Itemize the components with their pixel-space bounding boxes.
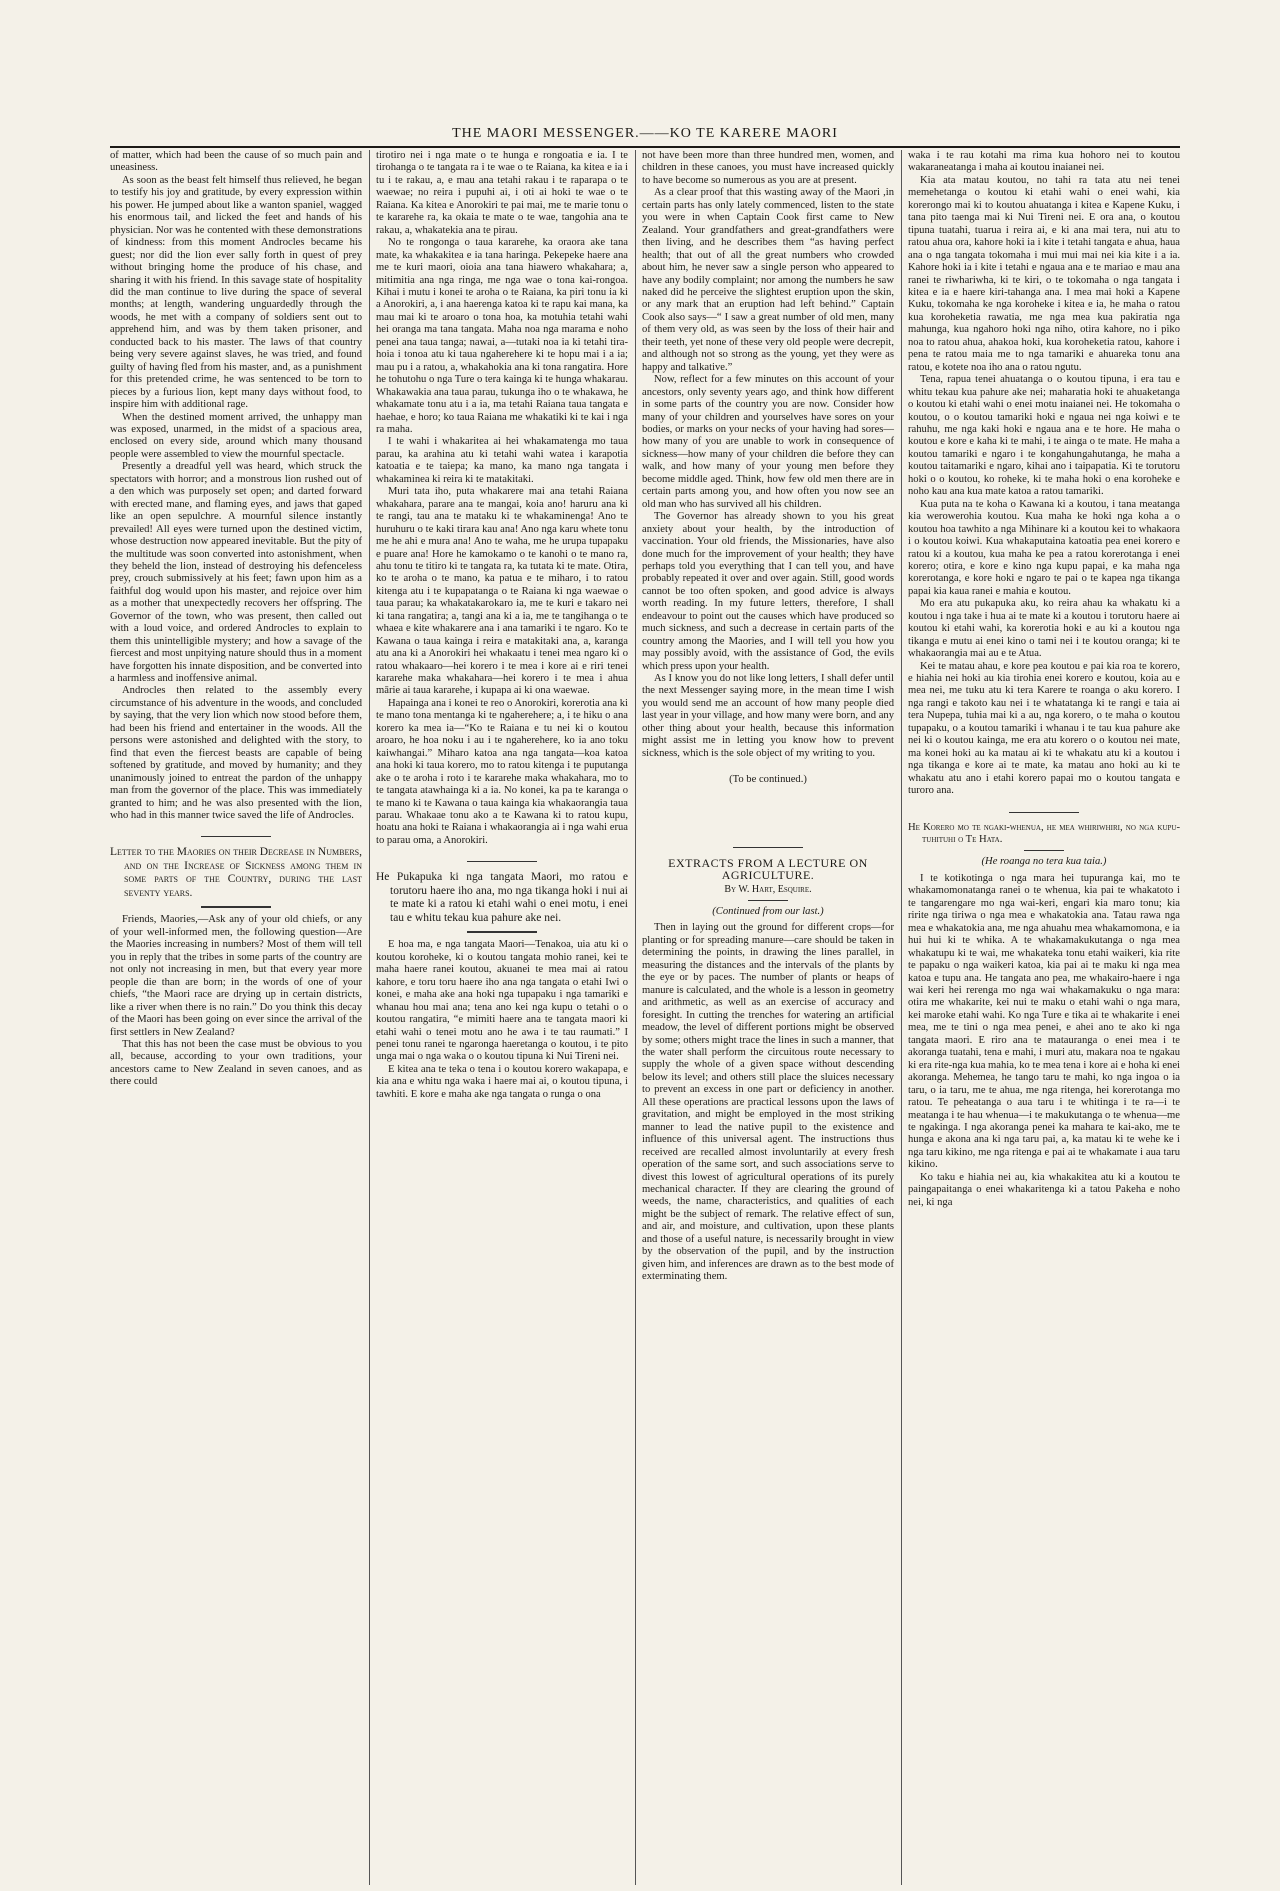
paragraph: Presently a dreadful yell was heard, which struck the spectators with horror; and a monstrous lion rushed out of a den which was purposely set open; and darted forward with erected mane, and flaming eyes, and jaws that gaped like an open sepulchre. A mournful silence instantly prevailed! All eyes were turned upon the destined victim, whose destruction now appeared inevitable. But the pity of the multitude was soon converted into astonishment, when they beheld the lion, instead of destroying his defenceless prey, crouch submissively at his feet; fawn upon him as a faithful dog would upon his master, and rejoice over him as a mother that unexpectedly recovers her offspring. The Governor of the town, who was present, then called out with a loud voice, and ordered Androcles to explain to them this unintelligible mystery; and how a savage of the fiercest and most unpitying nature should thus in a moment have forgotten his innate disposition, and be converted into a harmless and inoffensive animal.: [110, 461, 362, 685]
extracts-note: (Continued from our last.): [712, 906, 824, 918]
paragraph: No te rongonga o taua kararehe, ka oraora ake tana mate, ka whakakitea e ia tana haringa. Pekepeke haere ana me te kuri maori, oioia ana tana hiawero whakahara; a, mitimitia ana nga ringa, me nga wae o tona kai-rongoa. Kihai i mutu i konei te aroha o te Raiana, ka piri tonu ia ki a Anorokiri, a, i ana haerenga katoa ki te rapu kai mana, ka mau mai ki te aroaro o tona hoa, ka motuhia tetahi wahi hei oranga ma tana tangata. Maha noa nga marama e noho penei ana taua tanga; nawai, a—tutaki noa ia ki tetahi tira-hoia i tonoa atu ki taua ngaherehere ki te hopu mai i a ia; mau pu i a ratou, a, whakahokia ana ki tona rangatira. Hore he tohutohu o nga Ture o tera kainga ki te hunga whakarau. Whakawakia ana taua parau, tukunga iho o te whakawa, he whakamate tonu atu i a ia, ma tetahi Raiana taua tangata e haehae, e horo; ko taua Raiana me whakatiki ki te kai i nga ra maha.: [376, 237, 628, 435]
paragraph: Mo era atu pukapuka aku, ko reira ahau ka whakatu ki a koutou i nga take i hua ai te mate ki a koutou i torutoru haere ai koutou ki etahi wahi, ka korerotia hoki e au ki a koutou nga tikanga e mutu ai enei kino o tami nei i te koutou oranga; ki te whakaorangia mai au e te Atua.: [908, 598, 1180, 660]
paragraph: E kitea ana te teka o tena i o koutou korero wakapapa, e kia ana e whitu nga waka i haere mai ai, o koutou tipuna, i tawhiti. E kore e maha ake nga tangata o runga o ona: [376, 1063, 628, 1100]
continued-note: (To be continued.): [729, 774, 807, 786]
paragraph: Kia ata matau koutou, no tahi ra tata atu nei tenei memehetanga o koutou ki etahi wahi o enei wahi, kia korerongo mai ki to koutou ahuatanga i kitea e Kapene Kuku, i tana pito taenga mai ki Nui Tireni nei. E ora ana, o koutou tipuna tuatahi, tuarua i reira ai, e ki ana mai tera, nui atu to ratou ahua ora, kahore hoki ia i kite i tetahi tangata e ahua, haua ana o nga tangata tokomaha i mui mui mai nei kia kite i a ia. Kahore hoki ia i kite i tetahi e ngaua ana e te mariao e mau ana ranei te riwhariwha, ki te kiri, o te tokomaha o nga tangata i kitea e ia e haere kiri-tahanga ana. I mea mai hoki a Kapene Kuku, tokomaha ke nga koroheke i kitea e ia, he maha o ratou kua koroheketia rawatia, me nga mea kua pakiratia nga mahunga, kua ngahoro hoki nga niho, otira kahore, no i piko noa to ratou ahua, ahakoa hoki, kua koroheketia ratou, kahore i pena te ratou maia me to nga tamariki e ahuareka tonu ana ratou, e kotete noa iho ana o ratou ngutu.: [908, 174, 1180, 373]
column-3: [642, 150, 894, 1284]
letter-heading: Letter to the Maories on their Decrease in Numbers, and on the Increase of Sickness among them in some parts of the Country, during the last seventy years.: [110, 846, 362, 899]
column-1: [110, 150, 362, 1089]
maori-note: (He roanga no tera kua taia.): [981, 856, 1107, 868]
column-divider: [901, 150, 902, 1885]
extracts-byline: By W. Hart, Esquire.: [724, 883, 812, 895]
paragraph: I te kotikotinga o nga mara hei tupuranga kai, mo te whakamomonatanga ranei o te whenua, kia pai te whakatoto i te tangarengare mo nga wai-keri, engari kia maro tonu; kia ririte nga tiriwa o nga mea e whakatokia ana. Tatau rawa nga mea e whakatokia ana, me nga ahuahu mea whakamomona, e ia hui hui ki te whika. A te whakamakukutanga o nga mea whakatupu ki te wai, me whakateka tonu etahi waikeri, kia rite te papaku o nga waikeri katoa, kia pai ai te maku ki nga mea katoa e tupu ana. He tangata ano pea, me whakairo-haere i nga wai keri hei rerenga mo nga wai whakamakuku o nga mara: otira me whakarite, kei nui te maku o etahi wahi o nga mara, kei maroke etahi wahi. Ko nga Ture e tika ai te whakarite i enei mea, me te tini o nga mea penei, e ahei ano te ako ki nga tangata maori. E riro ana te matauranga o enei mea i te akoranga tuatahi, tena e mahi, i muri atu, makara noa te ngakau ki era rite-nga kua mahia, ko te mea tena i kore ai e hoha ki enei akoranga. Mehemea, he tango taru te mahi, ko nga ingoa o ia taru, o ia taru, me te ahua, me nga ritenga, hei korerotanga mo ratou. Te peheatanga o aua taru i te whitinga i te ra—i te meatanga i te hau whenua—i te makukutanga o te whenua—me te ngakinga. I nga akoranga penei ka mahara te kai-ako, me te hunga e akona ana ki nga taru pai, a, ka matau ki te wehe ke i nga taru kikino, me nga ritenga e pai ai te whakamate i aua taru kikino.: [908, 872, 1180, 1171]
column-2: [376, 150, 628, 1101]
paragraph: Kua puta na te koha o Kawana ki a koutou, i tana meatanga kia werowerohia koutou. Kua maha ke hoki nga koha a o koutou hoa tawhito a nga Mihinare ki a koutou kei to whakaora i o koutou koiwi. Kua whakaputaina katoatia pea enei korero e ratou ki a koutou, kua maha ke pea a ratou korerotanga i enei korero; otira, e kore e kino nga kupu papai, e ka maha nga korerotanga, e kore hoki e ngaro te pai o te kapea nga tikanga papai kia kaua ranei e mahia e koutou.: [908, 498, 1180, 597]
section-rule: [1024, 850, 1064, 852]
paragraph: When the destined moment arrived, the unhappy man was exposed, unarmed, in the midst of a spacious area, enclosed on every side, around which many thousand people were assembled to view the mournful spectacle.: [110, 411, 362, 460]
paragraph: I te wahi i whakaritea ai hei whakamatenga mo taua parau, ka arahina atu ki tetahi wahi watea i karapotia katoatia e te taiepa; ka mano, ka mano nga tangata i whakaminea ki reira ki te matakitaki.: [376, 436, 628, 485]
section-rule: [467, 861, 537, 863]
section-rule: [201, 906, 271, 908]
paragraph: As soon as the beast felt himself thus relieved, he began to testify his joy and gratitude, by every expression within his power. He jumped about like a wanton spaniel, wagged his enormous tail, and licked the feet and hands of his physician. Nor was he contented with these demonstrations of kindness: from this moment Androcles became his guest; nor did the lion ever sally forth in quest of prey without bringing home the produce of his chase, and sharing it with his friend. In this savage state of hospitality did the man continue to live during the space of several months; at length, wandering unguardedly through the woods, he met with a company of soldiers sent out to apprehend him, and was by them taken prisoner, and conducted back to his master. The laws of that country being very severe against slaves, he was tried, and found guilty of having fled from his master, and, as a punishment for this pretended crime, he was sentenced to be torn to pieces by a furious lion, kept many days without food, to inspire him with additional rage.: [110, 174, 362, 411]
translation-heading: He Pukapuka ki nga tangata Maori, mo ratou e torutoru haere iho ana, mo nga tikanga hoki i nui ai te mate ki a ratou ki etahi wahi o enei motu, i enei tau e whitu tekau kua pahure ake nei.: [376, 871, 628, 924]
paragraph: As a clear proof that this wasting away of the Maori ,in certain parts has only lately commenced, listen to the state you were in when Captain Cook first came to New Zealand. Your grandfathers and great-grandfathers were then living, and he describes them “as having perfect health; that out of all the great numbers who crowded about him, he never saw a single person who appeared to have any bodily complaint; nor among the numbers he saw naked did he perceive the slightest eruption upon the skin, or any mark that an eruption had left behind.” Captain Cook also says—“ I saw a great number of old men, many of them very old, as was seen by the loss of their hair and their teeth, yet none of these very old people were decrepit, and although not so strong as the young, yet they were as happy and talkative.”: [642, 187, 894, 373]
paragraph: E hoa ma, e nga tangata Maori—Tenakoa, uia atu ki o koutou koroheke, ki o koutou tangata mohio ranei, kei te maha haere ranei koutou, akuanei te mea mai ai ratou kahore, e toru toru haere iho ana nga tangata o etahi Iwi o konei, e maha ake ana hoki nga tupapaku i nga tamariki e whanau hou mai ana; tena ano kei nga kupu o tetahi o o koutou rangatira, “e mimiti haere ana te tangata maori ki etahi wahi o tenei motu ano he awa i te tau raumati.” I penei tonu ranei te ngaronga haeretanga o koutou, i te pito unga mai o nga waka o o koutou tipuna ki Nui Tireni nei.: [376, 939, 628, 1063]
paragraph: of matter, which had been the cause of so much pain and uneasiness.: [110, 150, 362, 174]
column-divider: [369, 150, 370, 1885]
paragraph: Then in laying out the ground for different crops—for planting or for spreading manure—care should be taken in determining the points, in drawing the lines parallel, in measuring the distances and the intervals of the plants by the eye or by paces. The number of plants or heaps of manure is calculated, and the whole is a lesson in geometry and arithmetic, as well as an exercise of accuracy and foresight. In cutting the trenches for watering an artificial meadow, the level of different portions might be observed by some; others might trace the lines in such a manner, that the water shall perform the circuitous route necessary to supply the whole of a given space without descending below its level; and others still place the sluices necessary to prevent an excess in one part or deficiency in another. All these operations are practical lessons upon the laws of gravitation, and might be employed in the most striking manner to lead the native pupil to the existence and influence of this universal agent. The instructions thus received are recalled almost involuntarily at every fresh operation of the same sort, and such associations serve to divest this lowest of agricultural operations of its purely mechanical character. If they are clearing the ground of weeds, the name, characteristics, and qualities of each might be the subject of remark. The relative effect of sun, and air, and moisture, and cultivation, upon these plants and those of a useful nature, is necessarily brought in view by the observation of the pupil, and by the instruction given him, and inferences are drawn as to the best mode of exterminating them.: [642, 922, 894, 1283]
paragraph: The Governor has already shown to you his great anxiety about your health, by the introduction of vaccination. Your old friends, the Missionaries, have also done much for the improvement of your health; they have perhaps told you everything that I can tell you, and have probably repeated it over and over again. Still, good words cannot be too often spoken, and good advice is always worth reading. In my future letters, therefore, I shall endeavour to point out the causes which have produced so much sickness, and such a decrease in certain parts of the country among the Maories, and I will tell you how you may possibly avoid, with the assistance of God, the evils which press upon your health.: [642, 511, 894, 672]
paragraph: Ko taku e hiahia nei au, kia whakakitea atu ki a koutou te paingapaitanga o enei whakaritenga ki a tatou Pakeha e noho nei, ki nga: [908, 1171, 1180, 1208]
paragraph: Friends, Maories,—Ask any of your old chiefs, or any of your well-informed men, the following question—Are the Maories increasing in numbers? Most of them will tell you in reply that the tribes in some parts of the country are not only not increasing in men, but that every year more people die than are born; in the words of one of your chiefs, “the Maori race are drying up in certain districts, like a river when there is no rain.” Do you think this decay of the Maori has been going on ever since the arrival of the first settlers in New Zealand?: [110, 914, 362, 1038]
column-4: [908, 150, 1180, 1209]
paragraph: Muri tata iho, puta whakarere mai ana tetahi Raiana whakahara, parare ana te mangai, koia ano! haruru ana ki te rangi, tau ana te mataku ki te whakaminenga! Ano te huruhuru o te kaki tirara kau ana! Ano nga karu whete tonu me he ahi e mura ana! Ano te waha, me he urupa tupapaku e puare ana! Hore he kamokamo o te kanohi o te mano ra, ahu tonu te titiro ki te tangata ra, ka tutata ki te mate. Otira, ko te aroha o te mano, ka patua e te miharo, i to ratou kitenga atu i te kupapatanga o te Raiana ki nga waewae o taua parau; ka whakatakarokaro ia, me te kuri e takaro nei ki tana rangatira; a, tangi ana ki a ia, me te tangihanga o te whaea e kite whakarere ana i ana tamariki i te ngaro. Ko te Kawana o taua kainga i reira e matakitaki ana, a, karanga atu ana ki a Anorokiri hei whakaatu i tenei mea ngaro ki o ratou whakaaro—hei korero i te mea i kore ai e riri tenei kararehe maka whakahara—hei korero i te mea i ahua mārie ai taua kararehe, i kupapa ai ki ona waewae.: [376, 486, 628, 697]
paragraph: As I know you do not like long letters, I shall defer until the next Messenger saying more, in the mean time I wish you would send me an account of how many people died last year in your village, and how many were born, and any other thing about your health, because this information might assist me in letting you know how to prevent sickness, which is the sole object of my writing to you.: [642, 673, 894, 759]
section-rule: [201, 836, 271, 838]
section-rule: [733, 847, 803, 849]
section-rule: [1009, 812, 1079, 814]
paragraph: Tena, rapua tenei ahuatanga o o koutou tipuna, i era tau e whitu tekau kua pahure ake nei; maharatia hoki te ahuaketanga o koutou ki etahi wahi o enei motu inaianei nei. He tokomaha o koutou, o o koutou tamariki hoki e ngaua nei nga koiwi e te rahuhu, me nga kaki hoki e ngaua ana e te hore. He maha o koutou e kore e kaha ki te mahi, i te ainga o te mate. He maha a koutou tamariki e ngaro i te kongahungahutanga, he maha a koutou taitamariki e ngaro, kihai ano i taipapatia. Ki te torutoru hoki o o koutou, ko roheke, ki te maha hoki o ena koroheke e noho kau ana kua mate katoa a ratou tamariki.: [908, 374, 1180, 498]
masthead-rule: [110, 146, 1180, 148]
masthead: THE MAORI MESSENGER.——KO TE KARERE MAORI: [452, 126, 838, 141]
paragraph: Hapainga ana i konei te reo o Anorokiri, korerotia ana ki te mano tona mentanga ki te ngaherehere; a, i te hiku o ana korero ka mea ia—“Ko te Raiana e tu nei ki o koutou aroaro, he hoa noku i au i te ngaherehere, ko ia ano toku kaiwhangai.” Miharo katoa ana nga tangata—koa katoa ana hoki ki taua korero, mo to ratou kitenga i te puputanga ake o te aroha i roto i te kararehe maka whakahara, mo to te tangata atawhainga ki a ia. No konei, ka pa te karanga o te mano ki te Kawana o taua kainga kia whakaorangia taua parau. Whakaae tonu ako a te Kawana ki to ratou kupu, hoatu ana hoki te Raiana i whakaorangia ai i nga wahi erua to parau oma, a Anorokiri.: [376, 697, 628, 846]
maori-heading: He Korero mo te ngaki-whenua, he mea whiriwhiri, no nga kupu-tuhituhi o Te Hata.: [908, 821, 1180, 846]
section-rule: [467, 931, 537, 933]
paragraph: Now, reflect for a few minutes on this account of your ancestors, only seventy years ago, and think how different in some parts of the country you are now. Consider how many of your children and yourselves have sores on your bodies, or marks on your necks of your having had sores—how many of you are unable to work in consequence of sickness—how many of your children die before they can walk, and how many of your young men before they become middle aged. Think, how few old men there are in certain parts among you, and how often you now see an old man who has survived all his children.: [642, 374, 894, 510]
paragraph: That this has not been the case must be obvious to you all, because, according to your own traditions, your ancestors came to New Zealand in seven canoes, and as there could: [110, 1039, 362, 1088]
paragraph: Kei te matau ahau, e kore pea koutou e pai kia roa te korero, e hiahia nei hoki au kia tirohia enei korero e koutou, koia au e mea nei, me tuku atu ki tera Karere te roanga o aku korero. I nga rangi e takoto kau nei i te whatatanga ki te rangi e taia ai tera Nupepa, tuhia mai ki a au, nga korero, o te maha o koutou tupapaku, o a koutou tamariki i whanau i te tau kua pahure ake nei ki o koutou kainga, me era atu korero o o koutou nei mate, ma konei hoki au ka matau ai ki te whakatu atu ki a koutou i nga tikanga e kore ai te mate, ka matau ano hoki au ki te whakatu atu ano i etahi korero papai mo o koutou tangata e turoro ana.: [908, 660, 1180, 797]
section-rule: [748, 900, 788, 902]
paragraph: Androcles then related to the assembly every circumstance of his adventure in the woods, and concluded by saying, that the very lion which now stood before them, had been his friend and entertainer in the woods. All the persons were astonished and delighted with the story, to find that even the fiercest beasts are capable of being softened by gratitude, and moved by humanity; and they unanimously joined to entreat the pardon of the unhappy man from the governor of the place. This was immediately granted to him; and he was also presented with the lion, who had in this manner twice saved the life of Androcles.: [110, 685, 362, 822]
extracts-heading: EXTRACTS FROM A LECTURE ON AGRICULTURE.: [668, 855, 868, 883]
column-divider: [635, 150, 636, 1885]
paragraph: not have been more than three hundred men, women, and children in these canoes, you must have increased quickly to have become so numerous as you are at present.: [642, 150, 894, 186]
paragraph: waka i te rau kotahi ma rima kua hohoro nei to koutou wakaraneatanga i maha ai koutou inaianei nei.: [908, 150, 1180, 174]
paragraph: tirotiro nei i nga mate o te hunga e rongoatia e ia. I te tirohanga o te tangata ra i te wae o te Raiana, ka kitea e ia i tu i te rakau, a, e mau ana tetahi rakau i te raparapa o te waewae; no reira i pupuhi ai, i oti ai hoki te wae o te Raiana. Ka kitea e Anorokiri te pai mai, me te marie tonu o te kararehe ra, ka okaia te mate o te wae, tangohia ana te rakau, a, whakatekia ana te pirau.: [376, 150, 628, 236]
